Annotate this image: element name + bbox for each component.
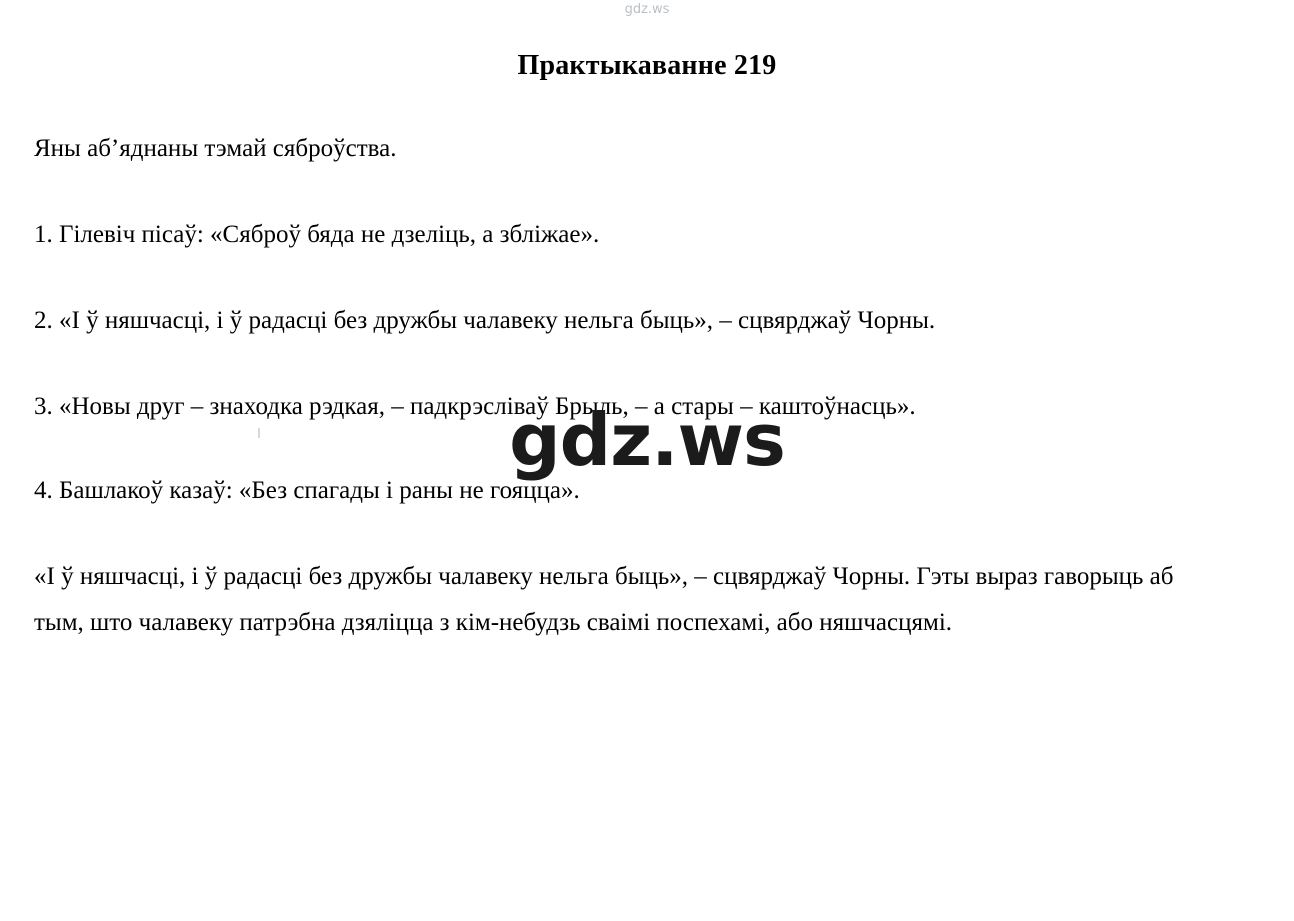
page-title: Практыкаванне 219	[517, 50, 777, 81]
paragraph-conclusion: «І ў няшчасці, і ў радасці без дружбы чалавеку нельга быць», – сцвярджаў Чорны. Гэты выраз гаворыць аб тым, што чалавеку патрэбна дзяліцца з кім-небудзь сваімі поспехамі, або няшчасцямі.	[34, 563, 1174, 636]
document-body	[34, 126, 1260, 646]
center-watermark: gdz.ws	[509, 398, 785, 482]
paragraph-intro: Яны аб’яднаны тэмай сяброўства.	[34, 135, 397, 162]
paragraph-item-2: 2. «І ў няшчасці, і ў радасці без дружбы чалавеку нельга быць», – сцвярджаў Чорны.	[34, 307, 936, 334]
faint-artifact	[258, 428, 260, 438]
paragraph-item-4: 4. Башлакоў казаў: «Без спагады і раны не гояцца».	[34, 477, 580, 504]
paragraph-item-3: 3. «Новы друг – знаходка рэдкая, – падкрэсліваў Брыль, – а стары – каштоўнасць».	[34, 393, 916, 420]
top-watermark: gdz.ws	[624, 2, 670, 17]
paragraph-item-1: 1. Гілевіч пісаў: «Сяброў бяда не дзеліць, а збліжае».	[34, 221, 600, 248]
